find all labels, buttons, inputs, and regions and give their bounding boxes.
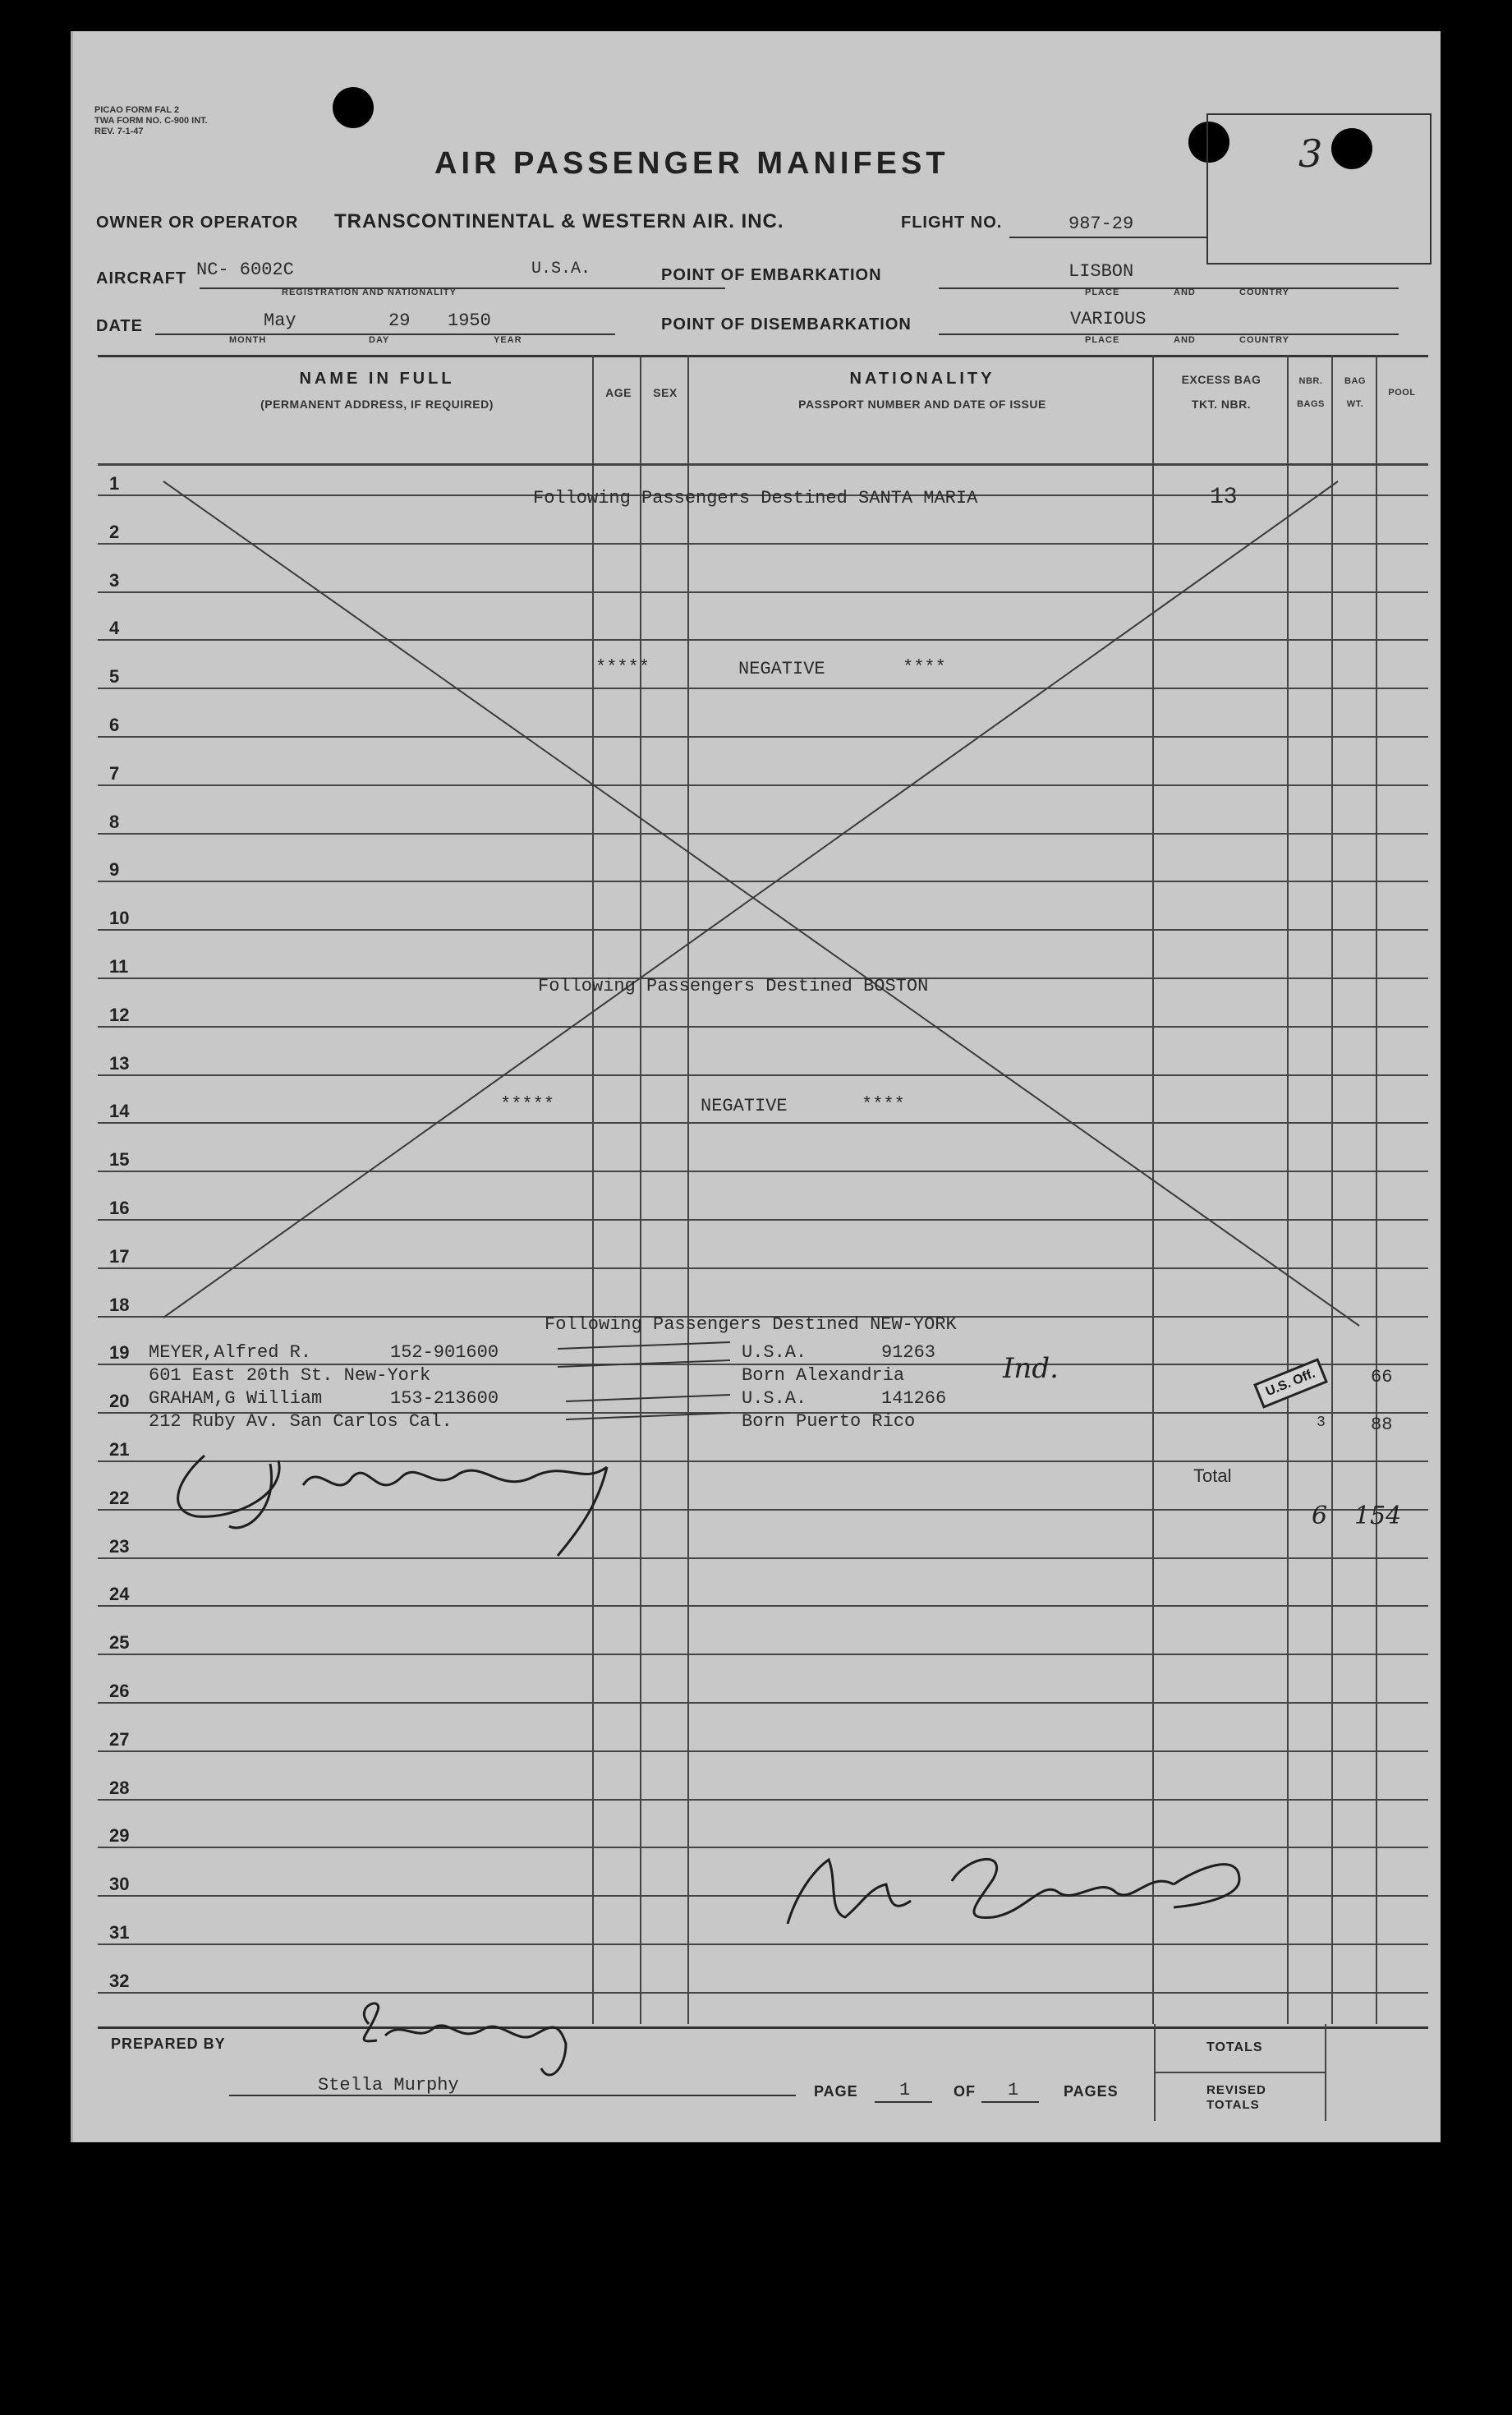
row-number: 3 <box>109 569 120 591</box>
page-number: 1 <box>899 2080 911 2100</box>
row-number: 16 <box>109 1198 130 1218</box>
row-number: 5 <box>109 666 120 688</box>
row-number: 15 <box>109 1149 130 1171</box>
page-label: PAGE <box>814 2083 858 2100</box>
boston-header: Following Passengers Destined BOSTON <box>538 976 929 996</box>
signatures <box>73 31 1441 2142</box>
disembarkation-place: VARIOUS <box>1070 309 1147 329</box>
total-weight: 154 <box>1354 1502 1402 1530</box>
negative-boston: NEGATIVE <box>701 1096 788 1116</box>
page-number-stamp: 3 <box>1298 131 1323 176</box>
row-number: 18 <box>109 1294 130 1315</box>
passenger-1-address: 601 East 20th St. New-York <box>149 1365 431 1386</box>
row-number: 10 <box>109 908 130 929</box>
form-title: AIR PASSENGER MANIFEST <box>434 146 949 181</box>
col-pool-header: POOL <box>1388 388 1416 398</box>
col-name-header: NAME IN FULL <box>299 370 455 388</box>
santa-maria-ticket: 13 <box>1210 485 1238 510</box>
disembarkation-label: POINT OF DISEMBARKATION <box>661 315 912 334</box>
row-number: 27 <box>109 1728 130 1750</box>
row-number: 17 <box>109 1245 130 1267</box>
row-number: 29 <box>109 1825 130 1847</box>
total-label: Total <box>1193 1465 1232 1486</box>
col-age-header: AGE <box>605 386 632 399</box>
row-number: 7 <box>109 762 120 784</box>
operator-name: TRANSCONTINENTAL & WESTERN AIR. INC. <box>334 210 784 232</box>
row-number: 22 <box>109 1487 130 1508</box>
row-number: 19 <box>109 1342 130 1364</box>
aircraft-label: AIRCRAFT <box>96 269 187 288</box>
total-bags: 6 <box>1312 1502 1328 1530</box>
negative-santa-maria: NEGATIVE <box>738 659 825 679</box>
row-number: 24 <box>109 1584 130 1605</box>
date-day: 29 <box>388 310 411 331</box>
page-total: 1 <box>1008 2080 1019 2100</box>
row-number: 13 <box>109 1052 130 1074</box>
row-number: 14 <box>109 1101 130 1122</box>
row-number: 11 <box>109 956 129 977</box>
aircraft-registration: NC- 6002C <box>196 260 294 280</box>
flight-number: 987-29 <box>1069 214 1134 234</box>
row-number: 32 <box>109 1970 130 1991</box>
signature-shaw <box>788 1859 1239 1924</box>
row-number: 2 <box>109 521 120 542</box>
row-number: 20 <box>109 1391 130 1412</box>
row-number: 12 <box>109 1004 130 1025</box>
col-weight-header: BAG <box>1344 376 1366 386</box>
row-number: 21 <box>109 1439 130 1460</box>
flight-label: FLIGHT NO. <box>901 214 1003 232</box>
row-number: 26 <box>109 1681 130 1701</box>
totals-label: TOTALS <box>1206 2040 1263 2054</box>
aircraft-country: U.S.A. <box>531 260 591 278</box>
new-york-header: Following Passengers Destined NEW-YORK <box>545 1314 957 1335</box>
col-nationality-header: NATIONALITY <box>849 370 995 388</box>
form-identifier: PICAO FORM FAL 2 TWA FORM NO. C-900 INT. REV. 7-1-47 <box>94 105 208 136</box>
row-number: 8 <box>109 811 120 832</box>
manifest-page: 3 PICAO FORM FAL 2 TWA FORM NO. C-900 INT. REV. 7-1-47 AIR PASSENGER MANIFEST OWNER OR OPERATOR TRANSCONTINENTAL & WESTERN AIR. INC. FLIGHT NO. 987-29 AIRCRAFT NC- 6002C U.S.A. REGISTRATION AND NATIONALITY POINT OF EMBARKATION LISBON PLACE AND COUNTRY DATE May 29 1950 MONTH DAY YEAR POINT OF DISEMBARKATION VARIOUS PLACE AND COUNTRY NAME IN FULL (PERMANENT ADDRESS, IF REQUIRED) AGE SEX NATIONALITY PASSPORT NUMBER AND DATE OF ISSUE EXCESS BAG TKT. NBR. NBR. BAGS BAG WT. POOL 1 2 3 4 5 6 7 8 9 10 11 12 13 14 15 16 17 18 19 20 21 22 23 24 25 26 27 28 29 30 31 32 Following Passengers Destined SANTA MARIA 13 ***** NEGATIVE **** Following Passengers Destined BOSTON ***** NEGATIVE **** Following Passengers Destined NEW-YORK MEYER,Alfred R. 152-901600 U.S.A. 91263 601 East 20th St. New-York Born Alexandria Ind. 66 GRAHAM,G William 153-213600 U.S.A. 141266 212 Ruby Av. San Carlos Cal. Born Puerto Rico 3 88 U.S. Off. Total 6 154 PREPARED BY Stella Murphy PAGE 1 OF 1 PAGES TOTALS REVISED TOTALS <box>71 31 1441 2142</box>
revised-totals-label: REVISED <box>1206 2083 1266 2097</box>
preparer-name: Stella Murphy <box>318 2075 459 2095</box>
row-number: 4 <box>109 618 120 639</box>
row-number: 30 <box>109 1874 130 1895</box>
passenger-2-address: 212 Ruby Av. San Carlos Cal. <box>149 1411 453 1432</box>
registration-caption: REGISTRATION AND NATIONALITY <box>282 288 457 297</box>
date-month: May <box>264 310 296 331</box>
col-nbr-header: NBR. <box>1298 376 1323 386</box>
col-excess-header: EXCESS BAG <box>1181 373 1262 386</box>
row-number: 23 <box>109 1535 130 1557</box>
row-number: 1 <box>109 473 120 494</box>
row-number: 28 <box>109 1777 130 1798</box>
embarkation-label: POINT OF EMBARKATION <box>661 266 882 284</box>
embarkation-place: LISBON <box>1069 261 1134 282</box>
santa-maria-header: Following Passengers Destined SANTA MARIA <box>533 488 978 508</box>
us-official-stamp: U.S. Off. <box>1253 1358 1328 1409</box>
date-year: 1950 <box>448 310 491 331</box>
row-number: 9 <box>109 859 120 881</box>
row-number: 31 <box>109 1922 130 1943</box>
date-label: DATE <box>96 317 143 335</box>
signature-maloney <box>178 1456 607 1556</box>
row-number: 6 <box>109 715 120 735</box>
passenger-1-name: MEYER,Alfred R. <box>149 1342 312 1363</box>
prepared-by-label: PREPARED BY <box>111 2036 226 2052</box>
passenger-2-name: GRAHAM,G William <box>149 1388 323 1409</box>
col-sex-header: SEX <box>653 386 678 399</box>
owner-label: OWNER OR OPERATOR <box>96 214 299 232</box>
signature-murphy <box>364 2003 566 2075</box>
row-number: 25 <box>109 1632 130 1654</box>
